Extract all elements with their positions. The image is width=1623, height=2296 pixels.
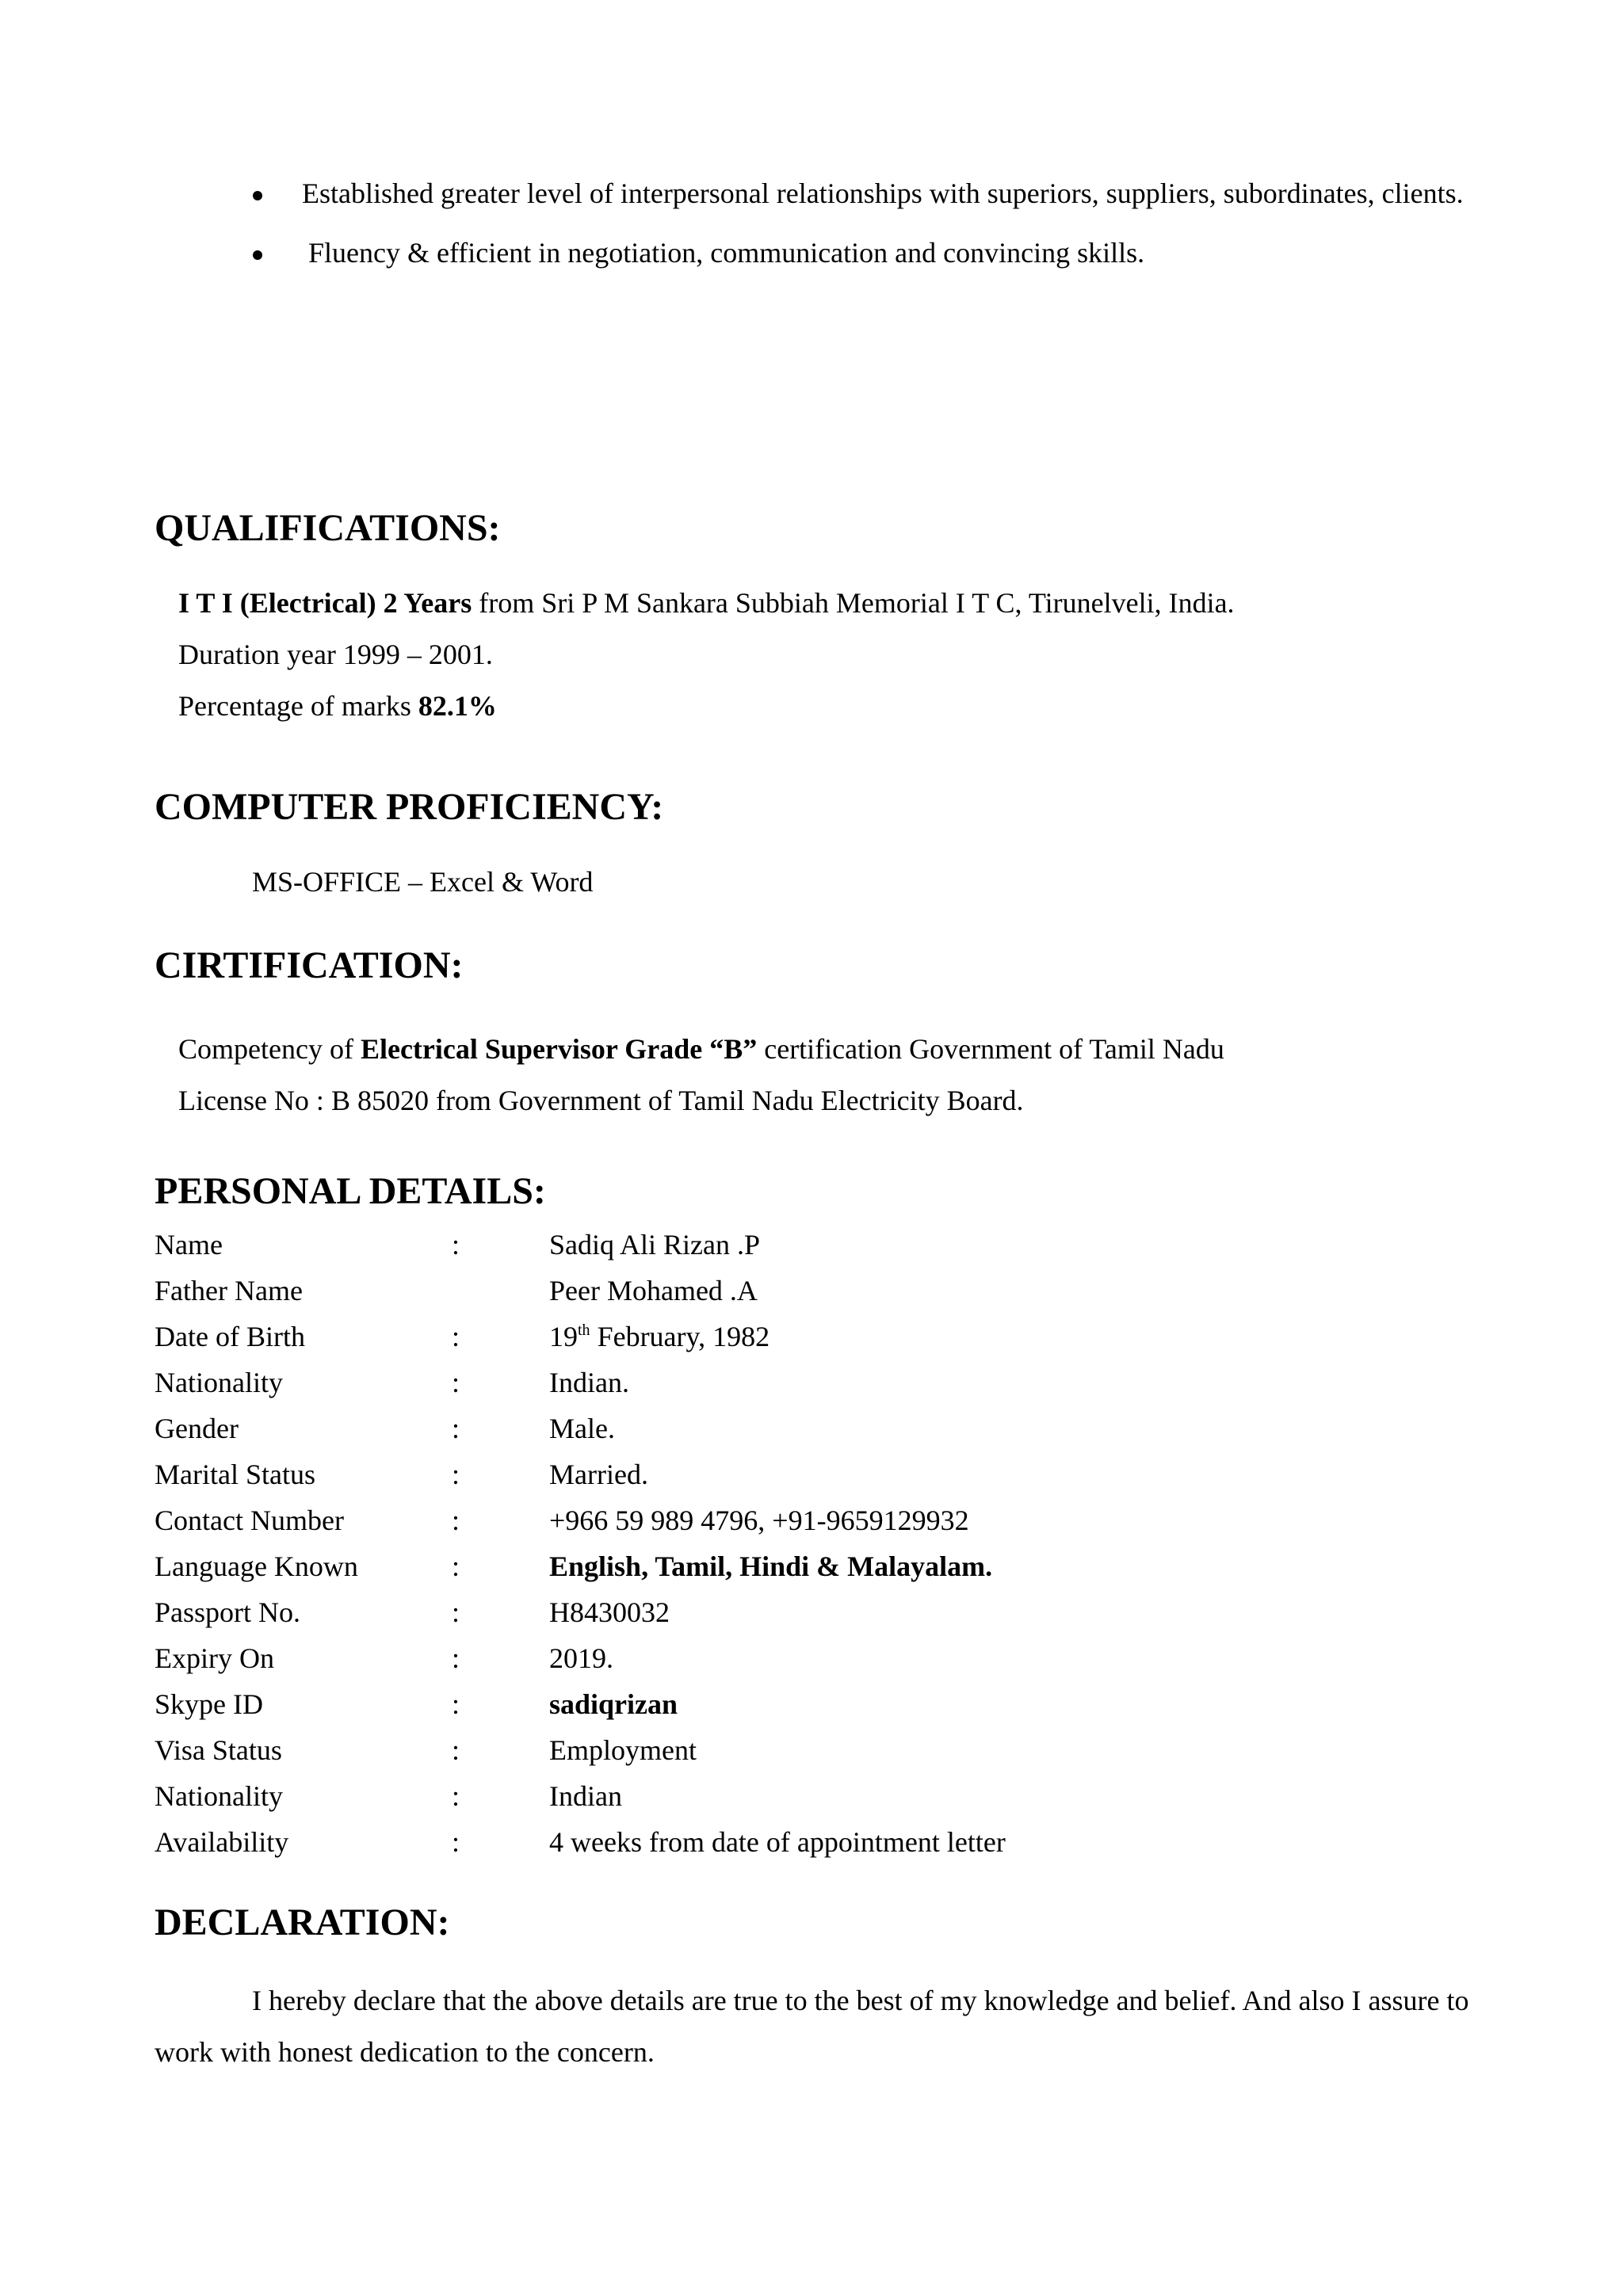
- qualification-course-institution: from Sri P M Sankara Subbiah Memorial I T C, Tirunelveli, India.: [472, 587, 1235, 619]
- detail-label: Passport No.: [155, 1596, 301, 1628]
- detail-label: Availability: [155, 1826, 289, 1858]
- detail-value: sadiqrizan: [549, 1688, 678, 1720]
- declaration-heading: DECLARATION:: [155, 1901, 450, 1943]
- detail-label: Father Name: [155, 1275, 303, 1306]
- detail-separator: :: [452, 1229, 460, 1261]
- detail-label: Nationality: [155, 1780, 283, 1812]
- detail-separator: :: [452, 1505, 460, 1536]
- detail-value: [549, 1320, 769, 1354]
- qualification-course: [178, 586, 1235, 620]
- detail-separator: :: [452, 1596, 460, 1628]
- birth-day: 19: [549, 1321, 578, 1352]
- percentage-value: 82.1%: [418, 690, 497, 722]
- detail-label: Name: [155, 1229, 223, 1261]
- detail-separator: :: [452, 1642, 460, 1674]
- personal-details-heading: PERSONAL DETAILS:: [155, 1170, 546, 1212]
- certification-prefix: Competency of: [178, 1033, 361, 1065]
- license-line: License No : B 85020 from Government of Tamil Nadu Electricity Board.: [178, 1085, 1024, 1116]
- detail-label: Skype ID: [155, 1688, 263, 1720]
- detail-value: Indian: [549, 1780, 622, 1812]
- detail-separator: :: [452, 1367, 460, 1398]
- qualification-percentage: [178, 689, 497, 723]
- computer-proficiency-item: MS-OFFICE – Excel & Word: [252, 866, 594, 898]
- percentage-label: Percentage of marks: [178, 690, 418, 722]
- certification-suffix: certification Government of Tamil Nadu: [757, 1033, 1224, 1065]
- certification-line: [178, 1032, 1224, 1066]
- detail-label: Date of Birth: [155, 1321, 305, 1352]
- bullet-icon: [253, 250, 262, 260]
- skill-item: Established greater level of interpersonal relationships with superiors, suppliers, subordinates, clients.: [302, 177, 1464, 209]
- detail-label: Visa Status: [155, 1734, 282, 1766]
- detail-label: Language Known: [155, 1550, 358, 1582]
- declaration-line: I hereby declare that the above details are true to the best of my knowledge and belief. And also I assure to: [252, 1985, 1469, 2016]
- detail-label: Expiry On: [155, 1642, 274, 1674]
- detail-separator: :: [452, 1413, 460, 1444]
- detail-value: Indian.: [549, 1367, 629, 1398]
- qualifications-heading: QUALIFICATIONS:: [155, 507, 501, 549]
- bullet-icon: [253, 191, 262, 200]
- skill-item: Fluency & efficient in negotiation, communication and convincing skills.: [308, 237, 1145, 269]
- detail-label: Marital Status: [155, 1459, 315, 1490]
- certification-grade: Electrical Supervisor Grade “B”: [360, 1033, 758, 1065]
- detail-value: Peer Mohamed .A: [549, 1275, 758, 1306]
- detail-label: Nationality: [155, 1367, 283, 1398]
- detail-value: +966 59 989 4796, +91-9659129932: [549, 1505, 969, 1536]
- detail-value: H8430032: [549, 1596, 670, 1628]
- detail-value: Male.: [549, 1413, 615, 1444]
- detail-separator: :: [452, 1734, 460, 1766]
- birth-month-year: February, 1982: [590, 1321, 770, 1352]
- detail-separator: :: [452, 1826, 460, 1858]
- qualification-course-title: I T I (Electrical) 2 Years: [178, 587, 472, 619]
- detail-label: Gender: [155, 1413, 239, 1444]
- qualification-duration: Duration year 1999 – 2001.: [178, 639, 493, 670]
- detail-separator: :: [452, 1780, 460, 1812]
- detail-separator: :: [452, 1459, 460, 1490]
- certification-heading: CIRTIFICATION:: [155, 944, 464, 986]
- detail-separator: :: [452, 1321, 460, 1352]
- detail-label: Contact Number: [155, 1505, 344, 1536]
- detail-value: Married.: [549, 1459, 648, 1490]
- detail-separator: :: [452, 1688, 460, 1720]
- detail-value: 2019.: [549, 1642, 613, 1674]
- detail-value: Sadiq Ali Rizan .P: [549, 1229, 761, 1261]
- detail-value: English, Tamil, Hindi & Malayalam.: [549, 1550, 993, 1582]
- declaration-line: work with honest dedication to the concern.: [155, 2036, 655, 2068]
- detail-value: Employment: [549, 1734, 697, 1766]
- computer-proficiency-heading: COMPUTER PROFICIENCY:: [155, 786, 664, 828]
- birth-day-suffix: th: [578, 1322, 590, 1339]
- detail-value: 4 weeks from date of appointment letter: [549, 1826, 1006, 1858]
- detail-separator: :: [452, 1550, 460, 1582]
